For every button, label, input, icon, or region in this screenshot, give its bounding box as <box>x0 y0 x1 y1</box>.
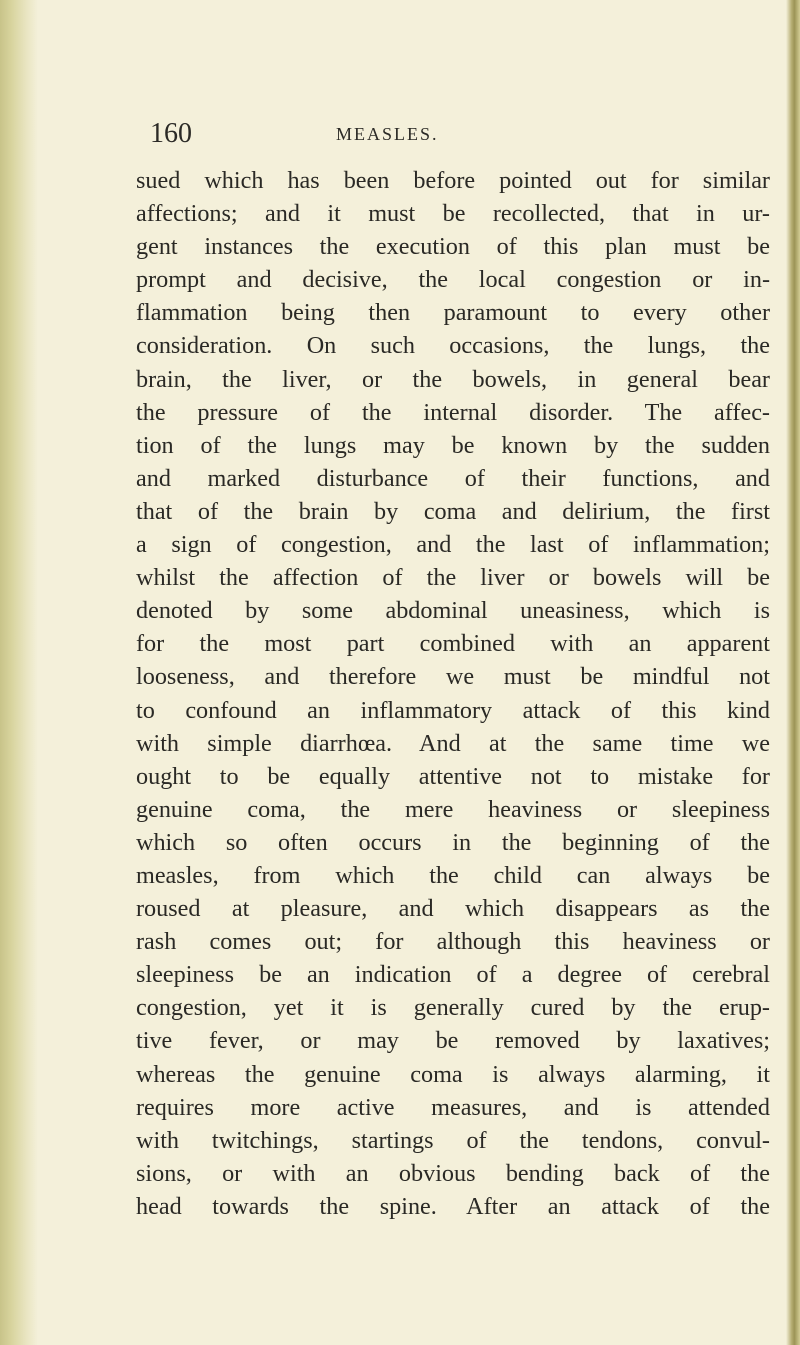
text-line: with twitchings, startings of the tendons, convul- <box>136 1126 770 1154</box>
text-line: affections; and it must be recollected, that in ur- <box>136 200 770 228</box>
text-line: rash comes out; for although this heaviness or <box>136 928 770 956</box>
text-line: to confound an inflammatory attack of this kind <box>136 696 770 724</box>
text-line: requires more active measures, and is attended <box>136 1093 770 1121</box>
running-head: MEASLES. <box>336 124 439 144</box>
text-line: tion of the lungs may be known by the sudden <box>136 431 770 459</box>
text-line: for the most part combined with an apparent <box>136 630 770 658</box>
text-line: gent instances the execution of this plan must be <box>136 233 770 261</box>
text-line: whereas the genuine coma is always alarming, it <box>136 1060 770 1088</box>
text-line: a sign of congestion, and the last of inflammation; <box>136 531 770 559</box>
page-gutter-shadow <box>0 0 38 1345</box>
text-line: denoted by some abdominal uneasiness, which is <box>136 597 770 625</box>
text-line: roused at pleasure, and which disappears as the <box>136 895 770 923</box>
text-line: ought to be equally attentive not to mistake for <box>136 762 770 790</box>
text-line: prompt and decisive, the local congestion or in- <box>136 266 770 294</box>
text-line: that of the brain by coma and delirium, the first <box>136 497 770 525</box>
text-line: sleepiness be an indication of a degree of cerebral <box>136 961 770 989</box>
page-header <box>150 118 770 154</box>
text-line: genuine coma, the mere heaviness or sleepiness <box>136 795 770 823</box>
text-line: with simple diarrhœa. And at the same time we <box>136 729 770 757</box>
text-line: consideration. On such occasions, the lungs, the <box>136 332 770 360</box>
text-line: congestion, yet it is generally cured by the erup- <box>136 994 770 1022</box>
text-line: whilst the affection of the liver or bowels will be <box>136 564 770 592</box>
text-line: measles, from which the child can always be <box>136 861 770 889</box>
text-line: tive fever, or may be removed by laxatives; <box>136 1027 770 1055</box>
text-line: sued which has been before pointed out for similar <box>136 167 770 194</box>
page-number: 160 <box>150 118 192 149</box>
text-line: sions, or with an obvious bending back of the <box>136 1159 770 1187</box>
text-line: and marked disturbance of their functions, and <box>136 464 770 492</box>
text-line: head towards the spine. After an attack of the <box>136 1192 770 1220</box>
page-edge-shadow <box>786 0 800 1345</box>
text-line: brain, the liver, or the bowels, in general bear <box>136 365 770 393</box>
body-text <box>136 164 770 1223</box>
text-line: the pressure of the internal disorder. The affec- <box>136 398 770 426</box>
text-line: which so often occurs in the beginning of the <box>136 828 770 856</box>
text-line: looseness, and therefore we must be mindful not <box>136 663 770 691</box>
text-line: flammation being then paramount to every other <box>136 299 770 327</box>
